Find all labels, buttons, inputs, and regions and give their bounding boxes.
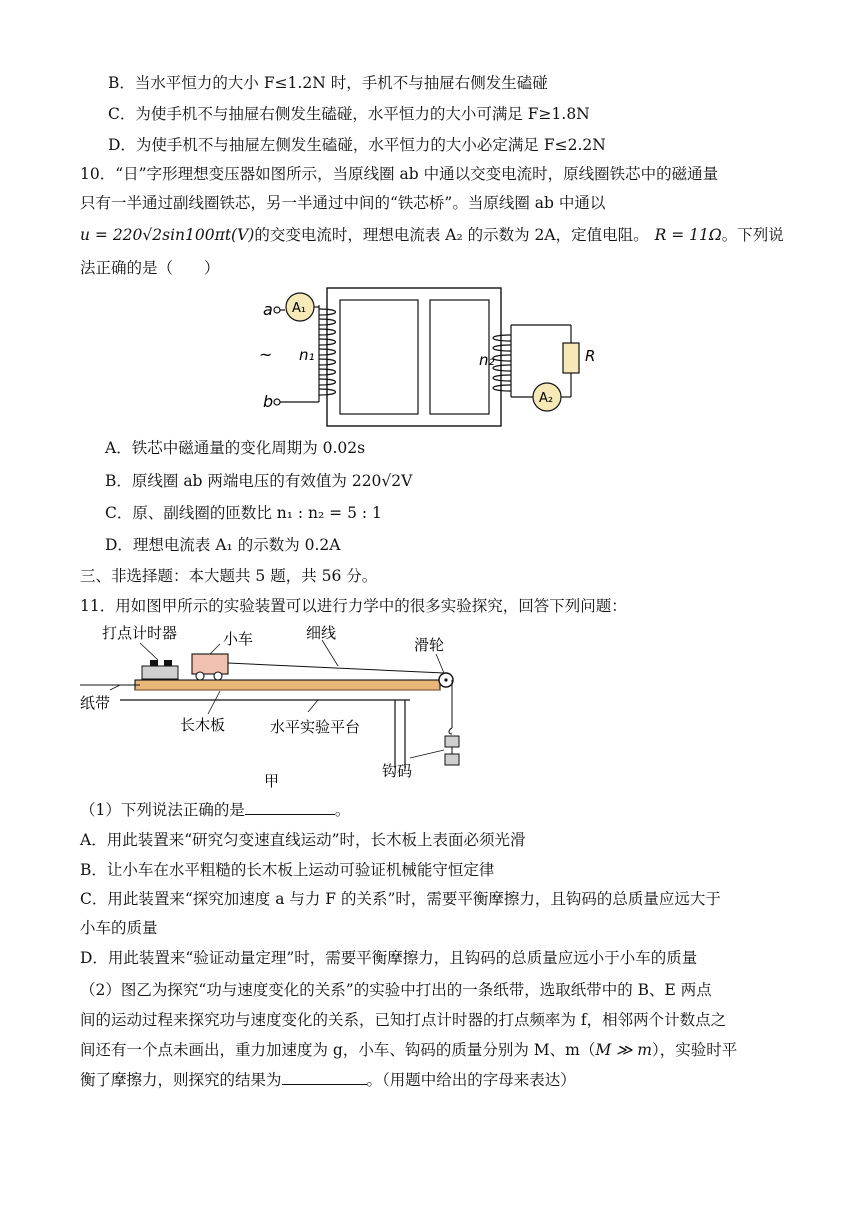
q11-part1-answer-blank[interactable]	[245, 800, 335, 815]
q10-stem-end: 。下列说	[721, 226, 784, 244]
label-pulley: 滑轮	[414, 636, 445, 654]
q11-part2-line1: （2）图乙为探究“功与速度变化的关系”的实验中打出的一条纸带，选取纸带中的 B、E 两点	[80, 981, 712, 999]
terminal-b	[274, 399, 280, 405]
q11-part2-line3a: 间还有一个点未画出，重力加速度为 g，小车、钩码的质量分别为 M、m（	[80, 1041, 596, 1059]
q11-part2-line2: 间的运动过程来探究功与速度变化的关系，已知打点计时器的打点频率为 f，相邻两个计数点之	[80, 1011, 727, 1029]
label-board: 长木板	[180, 716, 226, 734]
q10-stem-line1: 10．“日”字形理想变压器如图所示，当原线圈 ab 中通以交变电流时，原线圈铁芯中的磁通量	[80, 165, 719, 183]
q9-option-b: B．当水平恒力的大小 F≤1.2N 时，手机不与抽屉右侧发生磕碰	[108, 74, 548, 92]
q11-part1-text: （1）下列说法正确的是	[80, 801, 245, 819]
q10-option-d: D．理想电流表 A₁ 的示数为 0.2A	[105, 536, 341, 554]
q10-stem-line3	[80, 225, 784, 245]
q11-part2-line4a: 衡了摩擦力，则探究的结果为	[80, 1071, 282, 1089]
q11-part2-line4	[80, 1070, 576, 1090]
secondary-coil	[493, 331, 511, 395]
section-3-header: 三、非选择题：本大题共 5 题，共 56 分。	[80, 567, 378, 585]
q11-part2-answer-blank[interactable]	[282, 1070, 367, 1085]
resistor-r	[563, 343, 579, 373]
hook-weight-1	[445, 736, 459, 747]
label-cart: 小车	[223, 630, 254, 648]
label-n1: n₁	[299, 346, 315, 364]
q10-eq-resistance: R = 11Ω	[654, 226, 722, 244]
label-weights: 钩码	[382, 762, 413, 780]
q11-part2-line3b: ），实验时平	[652, 1041, 738, 1059]
core-outer	[327, 288, 501, 426]
q10-eq-voltage: = 220√2sin100πt(V)	[89, 226, 255, 244]
q11-option-a: A．用此装置来“研究匀变速直线运动”时，长木板上表面必须光滑	[80, 831, 526, 849]
core-window-left	[340, 300, 418, 414]
q10-eq-u: u	[80, 226, 90, 244]
q10-stem-line2: 只有一半通过副线圈铁芯，另一半通过中间的“铁芯桥”。当原线圈 ab 中通以	[80, 194, 606, 212]
apparatus-figure	[80, 618, 480, 790]
q11-stem: 11．用如图甲所示的实验装置可以进行力学中的很多实验探究，回答下列问题：	[80, 597, 627, 615]
label-r: R	[585, 347, 595, 365]
transformer-figure	[255, 285, 595, 433]
q10-option-b: B．原线圈 ab 两端电压的有效值为 220√2V	[105, 472, 413, 490]
q11-part1	[80, 800, 350, 820]
q11-mass-condition: M ≫ m	[595, 1041, 653, 1059]
q11-option-b: B．让小车在水平粗糙的长木板上运动可验证机械能守恒定律	[80, 861, 495, 879]
label-a: a	[263, 300, 273, 319]
q11-part2-line3	[80, 1040, 737, 1060]
label-a1: A₁	[292, 301, 307, 316]
q10-stem-mid: 的交变电流时，理想电流表 A₂ 的示数为 2A，定值电阻。	[254, 226, 649, 244]
label-platform: 水平实验平台	[270, 718, 361, 736]
cart	[192, 654, 228, 674]
label-string: 细线	[306, 624, 337, 642]
q10-stem-line4: 法正确的是（ ）	[80, 259, 220, 277]
label-ac-source: ~	[259, 345, 273, 364]
label-b: b	[263, 392, 274, 411]
label-n2: n₂	[479, 351, 495, 369]
terminal-a	[274, 307, 280, 313]
q10-option-a: A．铁芯中磁通量的变化周期为 0.02s	[105, 439, 366, 457]
q11-part2-line4b: 。（用题中给出的字母来表达）	[366, 1071, 576, 1089]
long-board	[135, 680, 440, 690]
q11-part1-end: 。	[334, 801, 351, 819]
q11-option-d: D．用此装置来“验证动量定理”时，需要平衡摩擦力，且钩码的总质量应远小于小车的质量	[80, 949, 698, 967]
timer	[142, 666, 178, 679]
label-a2: A₂	[539, 391, 554, 406]
q9-option-d: D．为使手机不与抽屉左侧发生磕碰，水平恒力的大小必定满足 F≤2.2N	[108, 136, 606, 154]
hook-weight-2	[445, 754, 459, 765]
label-tape: 纸带	[80, 694, 111, 712]
q9-option-c: C．为使手机不与抽屉右侧发生磕碰，水平恒力的大小可满足 F≥1.8N	[108, 105, 590, 123]
figure-caption-jia: 甲	[264, 772, 280, 790]
q10-option-c: C．原、副线圈的匝数比 n₁ : n₂ = 5 : 1	[105, 504, 382, 522]
q11-option-c-line1: C．用此装置来“探究加速度 a 与力 F 的关系”时，需要平衡摩擦力，且钩码的总质量应远大于	[80, 890, 721, 908]
label-timer: 打点计时器	[102, 624, 178, 642]
q11-option-c-line2: 小车的质量	[80, 919, 158, 937]
